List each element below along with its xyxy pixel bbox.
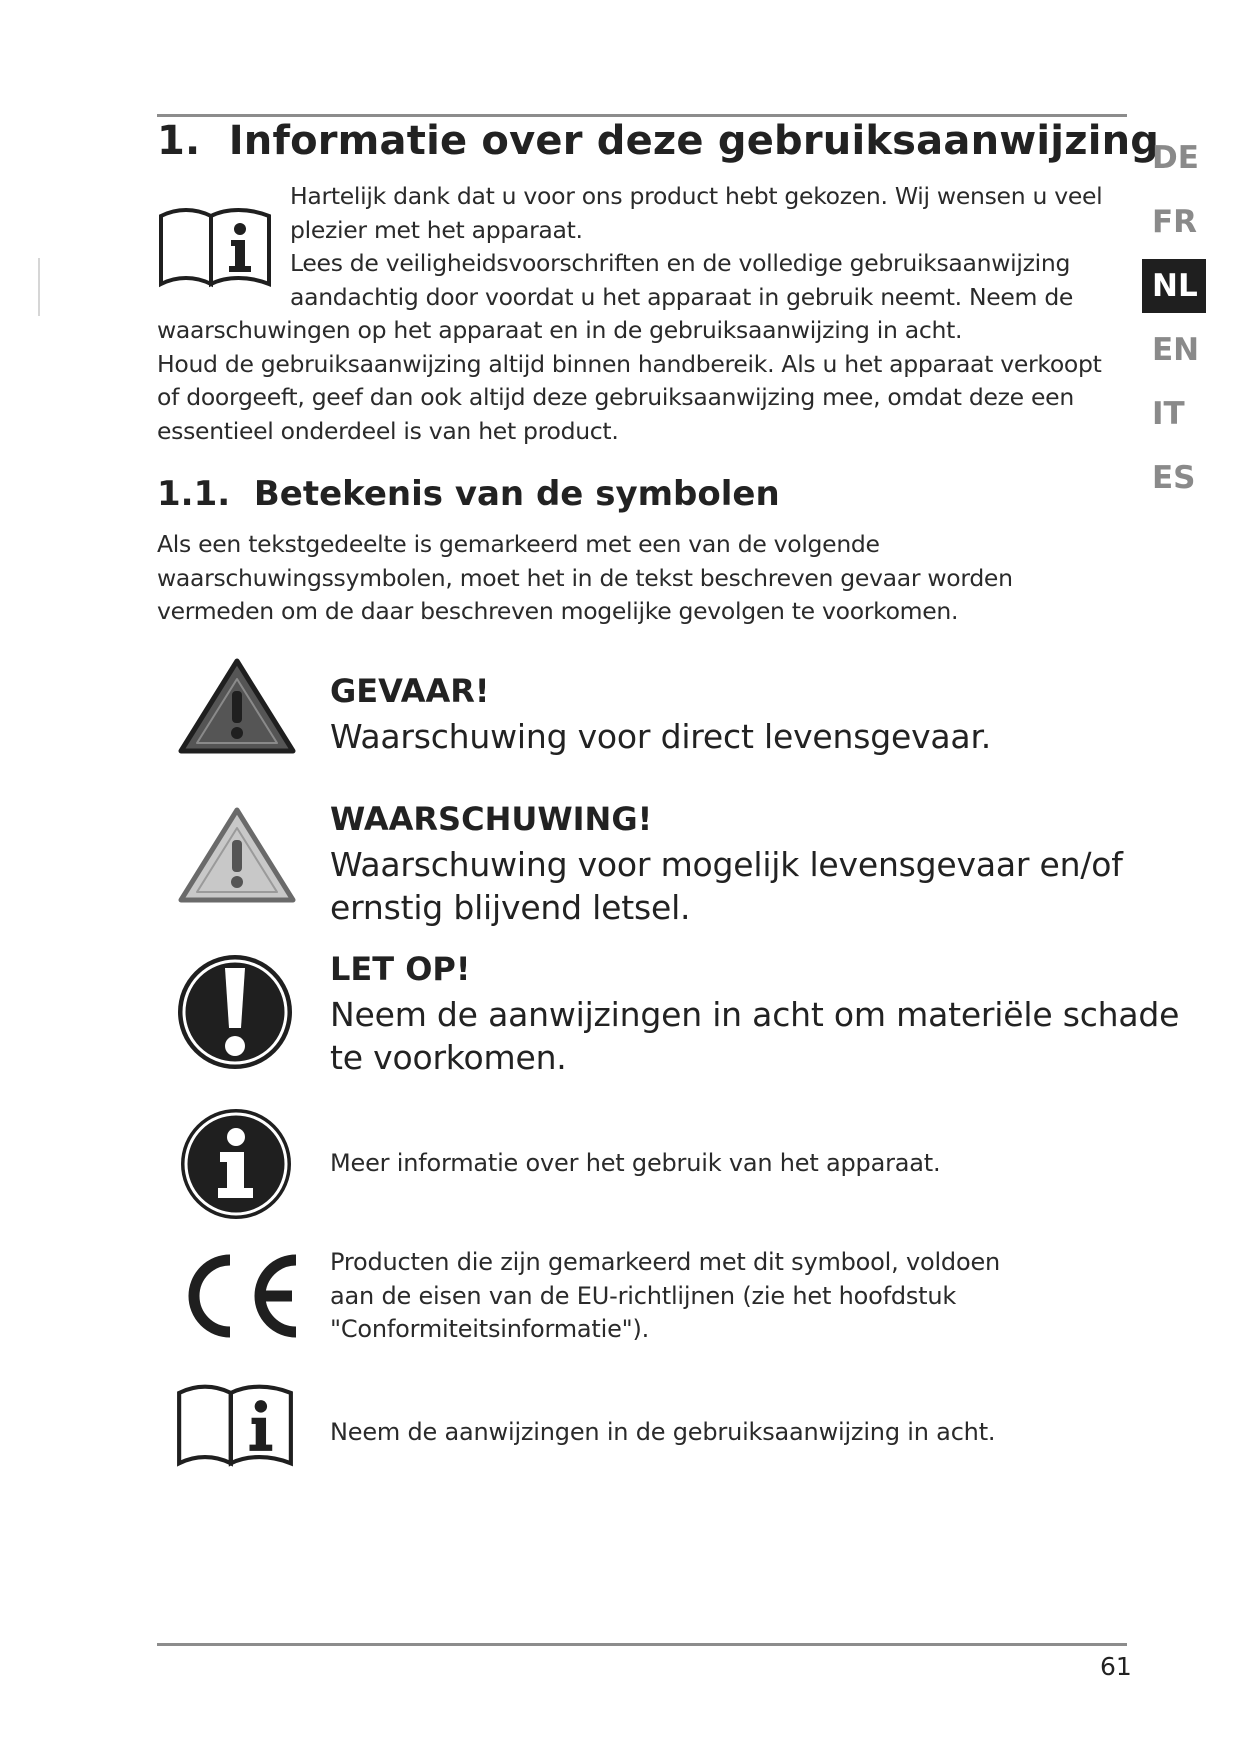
intro-line: plezier met het apparaat. <box>290 215 583 244</box>
lang-tab-es[interactable] <box>1142 451 1206 505</box>
warning-line: Waarschuwing voor mogelijk levensgevaar en/of <box>330 845 1123 884</box>
manual-book-icon <box>157 204 273 290</box>
ce-line: "Conformiteitsinformatie"). <box>330 1315 650 1343</box>
warning-title: WAARSCHUWING! <box>330 800 653 838</box>
ce-line: Producten die zijn gemarkeerd met dit symbool, voldoen <box>330 1248 1001 1276</box>
danger-line: Waarschuwing voor direct levensgevaar. <box>330 717 992 756</box>
symbols-intro-line: Als een tekstgedeelte is gemarkeerd met een van de volgende <box>157 530 880 558</box>
intro-line: essentieel onderdeel is van het product. <box>157 416 619 445</box>
caution-title: LET OP! <box>330 950 471 988</box>
subsection-number: 1.1. <box>157 474 231 514</box>
info-line: Meer informatie over het gebruik van het apparaat. <box>330 1149 941 1177</box>
section-title: Informatie over deze gebruiksaanwijzing <box>228 118 1160 164</box>
subsection-title-text: Betekenis van de symbolen <box>253 474 780 514</box>
page-number: 61 <box>1100 1652 1132 1681</box>
caution-line: te voorkomen. <box>330 1038 567 1077</box>
exclamation-circle-icon <box>175 952 295 1072</box>
manual-book-icon <box>175 1380 295 1470</box>
intro-line: aandachtig door voordat u het apparaat in gebruik neemt. Neem de <box>290 282 1074 311</box>
lang-label: ES <box>1152 460 1196 496</box>
lang-tab-de[interactable] <box>1142 131 1206 185</box>
lang-tab-fr[interactable] <box>1142 195 1206 249</box>
intro-line: Hartelijk dank dat u voor ons product hebt gekozen. Wij wensen u veel <box>290 182 1103 210</box>
intro-full <box>157 314 1102 448</box>
lang-label: EN <box>1152 332 1200 368</box>
danger-text <box>330 715 991 758</box>
warning-line: ernstig blijvend letsel. <box>330 888 691 927</box>
danger-triangle-icon <box>177 657 297 757</box>
intro-line: Houd de gebruiksaanwijzing altijd binnen handbereik. Als u het apparaat verkoopt <box>157 349 1102 378</box>
lang-tab-it[interactable] <box>1142 387 1206 441</box>
lang-label: IT <box>1152 396 1185 432</box>
lang-label: FR <box>1152 204 1198 240</box>
warning-triangle-icon <box>177 806 297 906</box>
lang-label: NL <box>1152 268 1198 304</box>
warning-text <box>330 843 1123 929</box>
intro-line: waarschuwingen op het apparaat en in de gebruiksaanwijzing in acht. <box>157 316 963 344</box>
manual-line: Neem de aanwijzingen in de gebruiksaanwijzing in acht. <box>330 1418 996 1446</box>
page-title <box>157 118 1159 164</box>
subsection-title <box>157 474 780 514</box>
symbols-intro-line: vermeden om de daar beschreven mogelijke gevolgen te voorkomen. <box>157 597 959 625</box>
ce-line: aan de eisen van de EU-richtlijnen (zie het hoofdstuk <box>330 1281 957 1310</box>
caution-text <box>330 993 1179 1079</box>
danger-title: GEVAAR! <box>330 672 490 710</box>
bottom-rule <box>157 1643 1127 1646</box>
margin-crop-mark <box>38 258 40 316</box>
lang-tab-en[interactable] <box>1142 323 1206 377</box>
info-text <box>330 1147 940 1181</box>
intro-indented <box>290 180 1102 314</box>
ce-mark-icon <box>172 1250 302 1340</box>
info-circle-icon <box>178 1106 294 1222</box>
top-rule <box>157 114 1127 117</box>
symbols-intro <box>157 528 1013 629</box>
manual-text <box>330 1416 995 1450</box>
symbols-intro-line: waarschuwingssymbolen, moet het in de tekst beschreven gevaar worden <box>157 563 1013 592</box>
caution-line: Neem de aanwijzingen in acht om materiële schade <box>330 995 1180 1034</box>
intro-line: of doorgeeft, geef dan ook altijd deze gebruiksaanwijzing mee, omdat deze een <box>157 383 1074 411</box>
lang-tab-nl[interactable] <box>1142 259 1206 313</box>
lang-label: DE <box>1152 140 1199 176</box>
section-number: 1. <box>157 118 201 164</box>
ce-text <box>330 1246 1000 1347</box>
intro-line: Lees de veiligheidsvoorschriften en de volledige gebruiksaanwijzing <box>290 249 1071 277</box>
